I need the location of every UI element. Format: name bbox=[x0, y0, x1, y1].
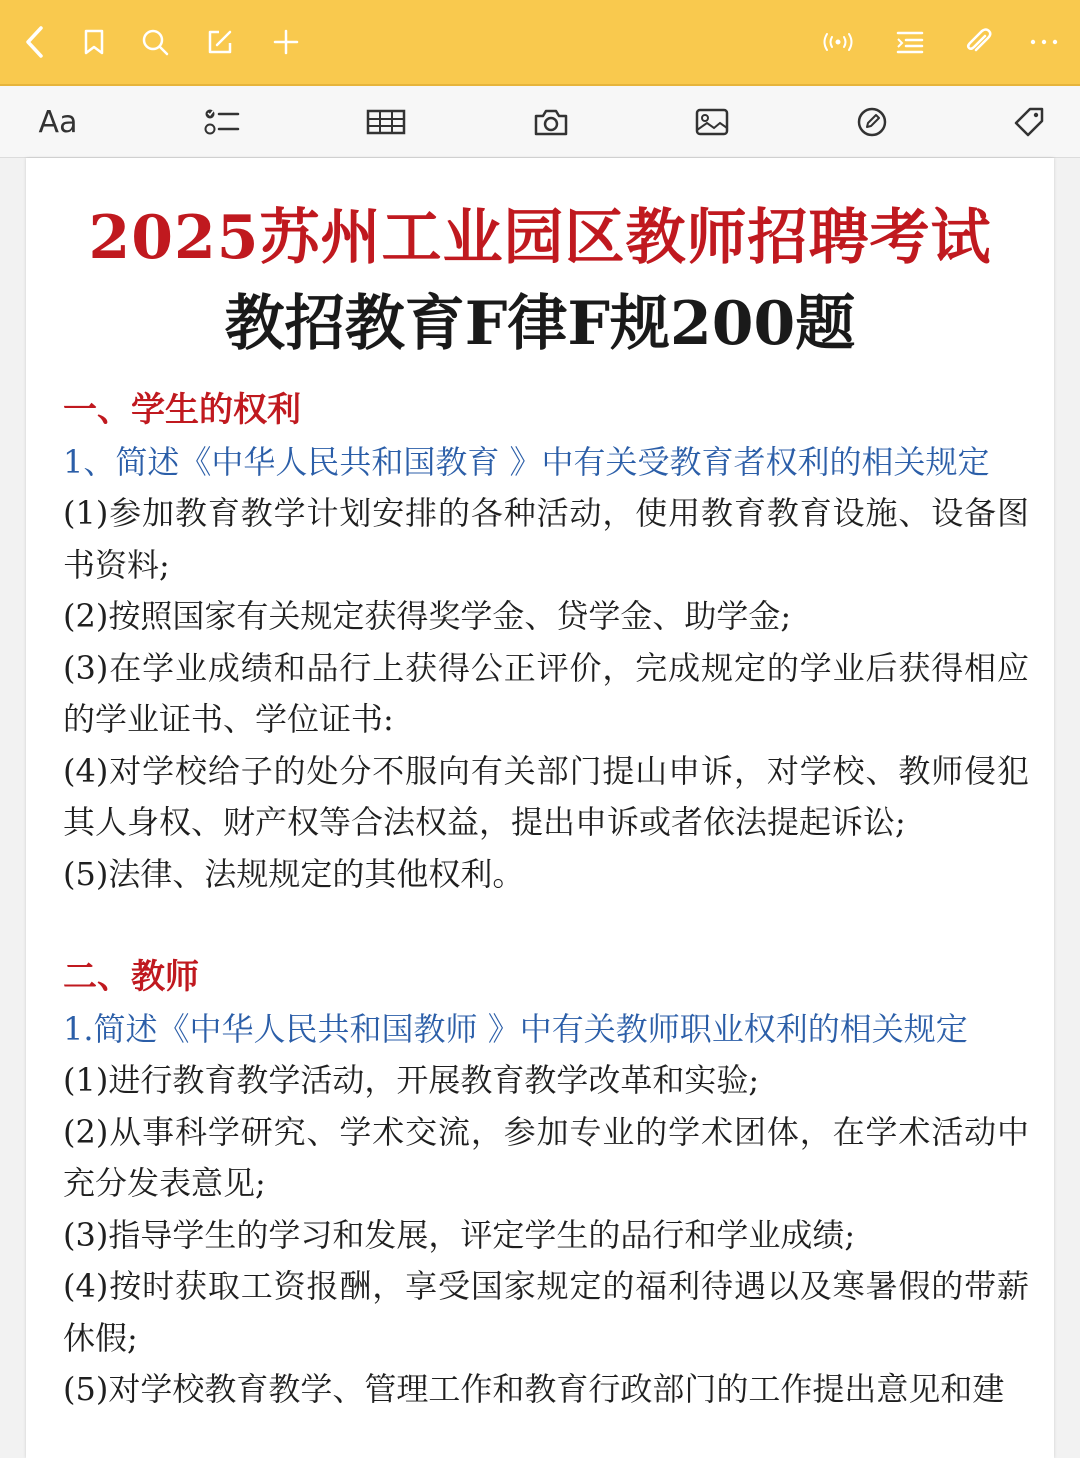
document-body[interactable] bbox=[63, 384, 1029, 1416]
back-icon[interactable] bbox=[16, 22, 56, 62]
list-item: (4)对学校给子的处分不服向有关部门提山申诉，对学校、教师侵犯其人身权、财产权等合法权益，提出申诉或者依法提起诉讼; bbox=[63, 751, 1029, 841]
list-item: (2)按照国家有关规定获得奖学金、贷学金、助学金; bbox=[63, 597, 792, 635]
list-item: (1)进行教育教学活动，开展教育教学改革和实验; bbox=[63, 1061, 760, 1099]
edit-icon[interactable] bbox=[200, 22, 240, 62]
section-heading: 二、教师 bbox=[63, 957, 199, 997]
list-item: (5)法律、法规规定的其他权利。 bbox=[63, 854, 525, 893]
question-heading: 1、简述《中华人民共和国教育 》中有关受教育者权利的相关规定 bbox=[63, 443, 990, 481]
table-icon[interactable] bbox=[366, 102, 406, 142]
outline-icon[interactable] bbox=[890, 22, 930, 62]
broadcast-icon[interactable] bbox=[818, 22, 858, 62]
document-subtitle: 教招教育F律F规200题 bbox=[224, 289, 856, 359]
list-item: (3)在学业成绩和品行上获得公正评价，完成规定的学业后获得相应的学业证书、学位证书: bbox=[63, 648, 1029, 738]
section-spacer bbox=[63, 900, 1029, 951]
question-heading: 1.简述《中华人民共和国教师 》中有关教师职业权利的相关规定 bbox=[63, 1010, 968, 1048]
section-heading: 一、学生的权利 bbox=[63, 390, 301, 430]
more-icon[interactable] bbox=[1024, 22, 1064, 62]
document-title: 2025苏州工业园区教师招聘考试 bbox=[88, 203, 992, 273]
attachment-icon[interactable] bbox=[958, 22, 998, 62]
format-toolbar bbox=[0, 86, 1080, 158]
list-item: (4)按时获取工资报酬，享受国家规定的福利待遇以及寒暑假的带薪休假; bbox=[63, 1267, 1029, 1357]
list-item: (2)从事科学研究、学术交流，参加专业的学术团体，在学术活动中充分发表意见; bbox=[63, 1112, 1029, 1202]
text-format-label: Aa bbox=[38, 104, 78, 140]
draw-icon[interactable] bbox=[852, 102, 892, 142]
bookmark-icon[interactable] bbox=[74, 22, 114, 62]
text-format-button[interactable] bbox=[36, 102, 80, 142]
search-icon[interactable] bbox=[135, 22, 175, 62]
checklist-icon[interactable] bbox=[202, 102, 242, 142]
camera-icon[interactable] bbox=[531, 102, 571, 142]
add-icon[interactable] bbox=[266, 22, 306, 62]
list-item: (1)参加教育教学计划安排的各种活动，使用教育教育设施、设备图书资料; bbox=[63, 494, 1029, 584]
list-item: (3)指导学生的学习和发展，评定学生的品行和学业成绩; bbox=[63, 1215, 856, 1254]
image-icon[interactable] bbox=[692, 102, 732, 142]
top-app-bar bbox=[0, 0, 1080, 86]
tag-icon[interactable] bbox=[1009, 102, 1049, 142]
list-item: (5)对学校教育教学、管理工作和教育行政部门的工作提出意见和建 bbox=[63, 1370, 1005, 1408]
